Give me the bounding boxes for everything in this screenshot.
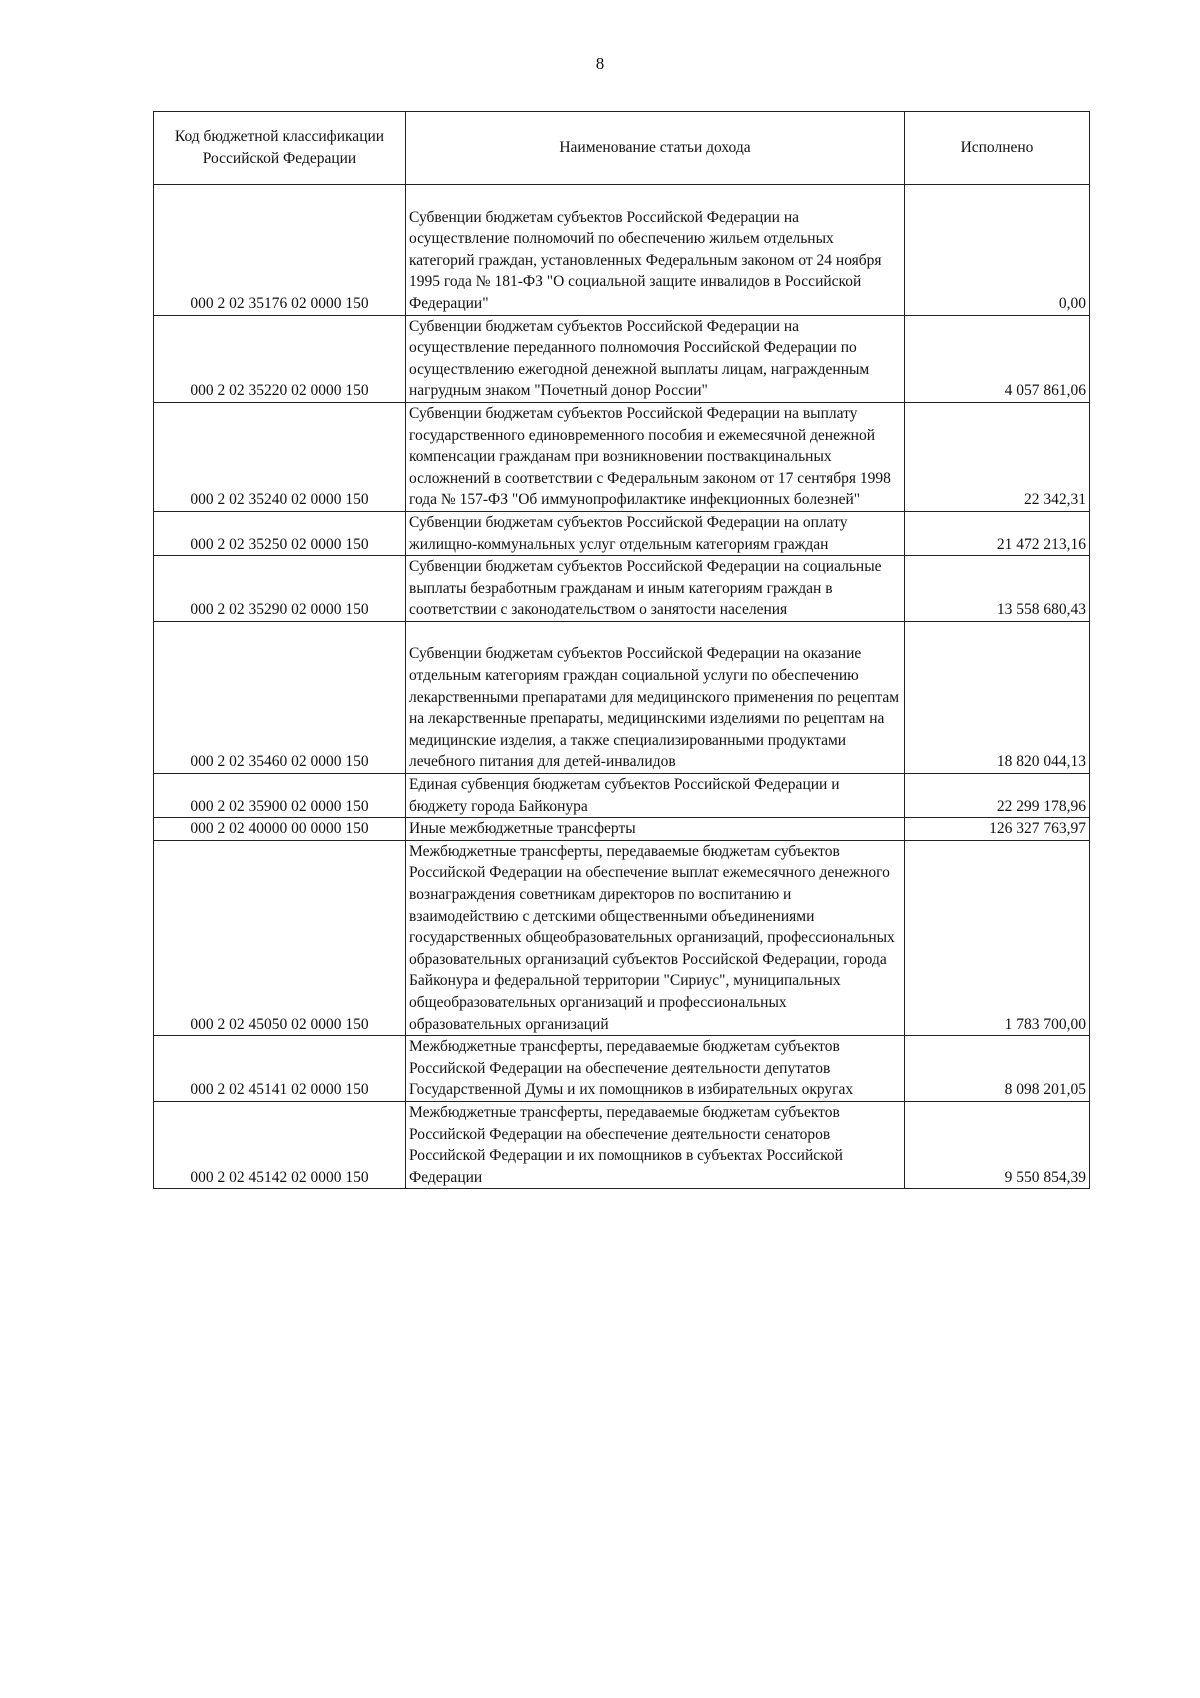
row-code: 000 2 02 45141 02 0000 150	[154, 1036, 406, 1102]
row-amount: 22 342,31	[905, 402, 1090, 511]
row-name	[406, 621, 905, 773]
row-amount: 8 098 201,05	[905, 1036, 1090, 1102]
row-amount: 22 299 178,96	[905, 774, 1090, 818]
row-name: Межбюджетные трансферты, передаваемые бюджетам субъектов Российской Федерации на обеспечение выплат ежемесячного денежного вознаграждения советникам директоров по воспитанию и взаимодействию с детскими общественными объединениями государственных общеобразовательных организаций, профессиональных образовательных организаций субъектов Российской Федерации, города Байконура и федеральной территории "Сириус", муниципальных общеобразовательных организаций и профессиональных образовательных организаций	[406, 840, 905, 1035]
row-name-text: Субвенции бюджетам субъектов Российской Федерации на оказание отдельным категориям граждан социальной услуги по обеспечению лекарственными препаратами для медицинского применения по рецептам на лекарственные препараты, медицинскими изделиями по рецептам на медицинские изделия, а также специализированными продуктами лечебного питания для детей-инвалидов	[409, 645, 900, 771]
row-name: Межбюджетные трансферты, передаваемые бюджетам субъектов Российской Федерации на обеспечение деятельности депутатов Государственной Думы и их помощников в избирательных округах	[406, 1036, 905, 1102]
revenue-table	[153, 111, 1090, 1189]
row-code: 000 2 02 45142 02 0000 150	[154, 1101, 406, 1188]
row-name: Единая субвенция бюджетам субъектов Российской Федерации и бюджету города Байконура	[406, 774, 905, 818]
row-amount: 9 550 854,39	[905, 1101, 1090, 1188]
row-name: Субвенции бюджетам субъектов Российской Федерации на осуществление переданного полномочия Российской Федерации по осуществлению ежегодной денежной выплаты лицам, награжденным нагрудным знаком "Почетный донор России"	[406, 315, 905, 402]
table-row	[154, 556, 1090, 622]
row-code: 000 2 02 45050 02 0000 150	[154, 840, 406, 1035]
table-row	[154, 315, 1090, 402]
row-name	[406, 185, 905, 316]
table-row	[154, 511, 1090, 555]
row-code: 000 2 02 35240 02 0000 150	[154, 402, 406, 511]
row-name-text: Субвенции бюджетам субъектов Российской Федерации на осуществление полномочий по обеспечению жильем отдельных категорий граждан, установленных Федеральным законом от 24 ноября 1995 года № 181-ФЗ "О социальной защите инвалидов в Российской Федерации"	[409, 208, 882, 312]
row-code: 000 2 02 35460 02 0000 150	[154, 621, 406, 773]
row-name: Субвенции бюджетам субъектов Российской Федерации на выплату государственного единовременного пособия и ежемесячной денежной компенсации гражданам при возникновении поствакцинальных осложнений в соответствии с Федеральным законом от 17 сентября 1998 года № 157-ФЗ "Об иммунопрофилактике инфекционных болезней"	[406, 402, 905, 511]
row-code: 000 2 02 35220 02 0000 150	[154, 315, 406, 402]
page-number: 8	[595, 54, 605, 73]
row-code: 000 2 02 35900 02 0000 150	[154, 774, 406, 818]
row-name: Иные межбюджетные трансферты	[406, 818, 905, 841]
row-code: 000 2 02 40000 00 0000 150	[154, 818, 406, 841]
header-amount: Исполнено	[905, 112, 1090, 185]
row-amount: 126 327 763,97	[905, 818, 1090, 841]
row-name: Субвенции бюджетам субъектов Российской Федерации на социальные выплаты безработным гражданам и иным категориям граждан в соответствии с законодательством о занятости населения	[406, 556, 905, 622]
row-name: Субвенции бюджетам субъектов Российской Федерации на оплату жилищно-коммунальных услуг отдельным категориям граждан	[406, 511, 905, 555]
row-amount: 18 820 044,13	[905, 621, 1090, 773]
header-name: Наименование статьи дохода	[406, 112, 905, 185]
row-amount: 0,00	[905, 185, 1090, 316]
table-row	[154, 818, 1090, 841]
row-code: 000 2 02 35176 02 0000 150	[154, 185, 406, 316]
table-row	[154, 621, 1090, 773]
row-name: Межбюджетные трансферты, передаваемые бюджетам субъектов Российской Федерации на обеспечение деятельности сенаторов Российской Федерации и их помощников в субъектах Российской Федерации	[406, 1101, 905, 1188]
table-header-row	[154, 112, 1090, 185]
table-row	[154, 185, 1090, 316]
row-amount: 1 783 700,00	[905, 840, 1090, 1035]
row-amount: 4 057 861,06	[905, 315, 1090, 402]
table-row	[154, 1101, 1090, 1188]
header-code: Код бюджетной классификации Российской Федерации	[154, 112, 406, 185]
table-row	[154, 774, 1090, 818]
table-row	[154, 840, 1090, 1035]
row-code: 000 2 02 35290 02 0000 150	[154, 556, 406, 622]
table-row	[154, 1036, 1090, 1102]
row-amount: 21 472 213,16	[905, 511, 1090, 555]
row-code: 000 2 02 35250 02 0000 150	[154, 511, 406, 555]
row-amount: 13 558 680,43	[905, 556, 1090, 622]
table-row	[154, 402, 1090, 511]
